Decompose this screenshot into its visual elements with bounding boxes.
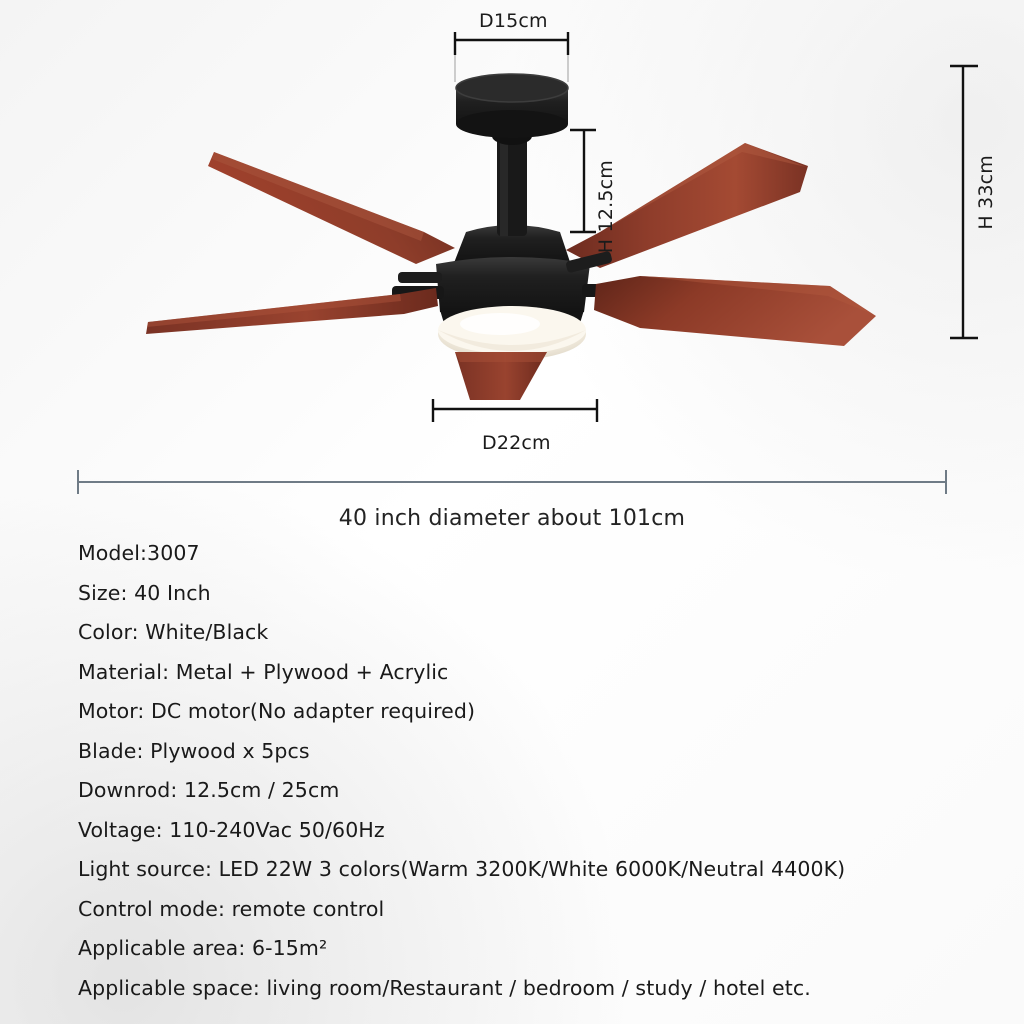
fan-light-kit <box>438 306 586 360</box>
spec-item-material: Material: Metal + Plywood + Acrylic <box>78 659 449 684</box>
dimension-label-total-height: H 33cm <box>975 155 997 230</box>
dimension-label-blade-span: 40 inch diameter about 101cm <box>338 506 686 531</box>
dimension-label-canopy-diameter: D15cm <box>479 10 548 32</box>
spec-item-applicable-space: Applicable space: living room/Restaurant / bedroom / study / hotel etc. <box>78 975 811 1000</box>
spec-item-color: Color: White/Black <box>78 620 269 644</box>
fan-blade-front-bottom <box>455 352 547 400</box>
spec-item-blade: Blade: Plywood x 5pcs <box>78 738 310 763</box>
fan-blade-right <box>594 276 876 346</box>
fan-blade-upper-left <box>208 152 455 264</box>
spec-item-downrod: Downrod: 12.5cm / 25cm <box>78 778 340 802</box>
fan-downrod-and-canopy <box>456 74 568 236</box>
span-dimension-line <box>78 470 946 494</box>
ceiling-fan-diagram <box>0 0 1024 500</box>
spec-item-control-mode: Control mode: remote control <box>78 896 385 921</box>
spec-item-motor: Motor: DC motor(No adapter required) <box>78 699 476 723</box>
spec-item-size: Size: 40 Inch <box>78 580 211 605</box>
fan-blade-left <box>146 288 438 334</box>
spec-item-voltage: Voltage: 110-240Vac 50/60Hz <box>78 817 385 842</box>
spec-item-light-source: Light source: LED 22W 3 colors(Warm 3200K/White 6000K/Neutral 4400K) <box>78 857 846 881</box>
dimension-label-housing-diameter: D22cm <box>482 432 551 454</box>
spec-item-model: Model:3007 <box>78 541 200 565</box>
spec-item-applicable-area: Applicable area: 6-15m² <box>78 936 328 960</box>
specification-list <box>78 534 978 1008</box>
dimension-label-downrod-height: H 12.5cm <box>595 160 617 254</box>
